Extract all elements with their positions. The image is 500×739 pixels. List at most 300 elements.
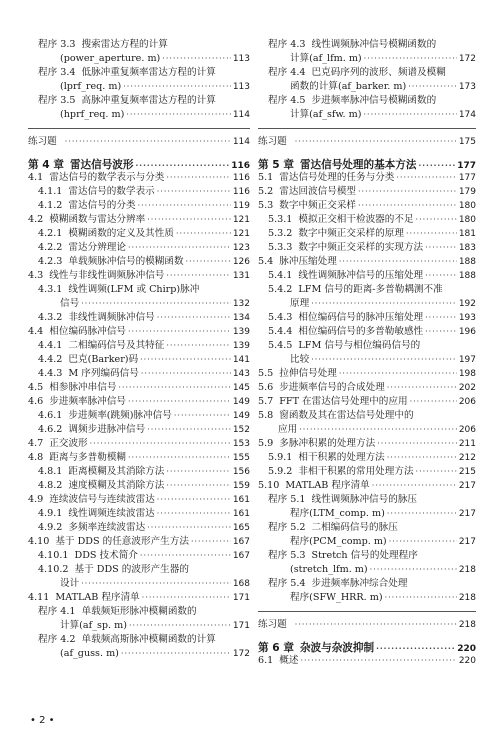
toc-entry-title: 相参脉冲串信号 — [49, 382, 117, 393]
toc-entry-title: 脉冲压缩处理 — [279, 256, 337, 267]
toc-entry-number: 4.4 — [28, 326, 44, 337]
toc-page-number: 141 — [232, 355, 250, 365]
toc-page-number: 202 — [458, 383, 476, 393]
toc-page-number: 134 — [232, 313, 250, 323]
toc-entry[interactable] — [28, 423, 250, 437]
toc-page-number: 218 — [458, 593, 476, 603]
toc-entry-number: 4.8.1 — [38, 466, 63, 477]
toc-entry-title: 数字中频正交采样的实现方法 — [298, 242, 424, 253]
dot-leader — [65, 135, 231, 149]
toc-entry-number: 4.1.2 — [38, 200, 63, 211]
toc-entry[interactable] — [28, 94, 250, 108]
toc-entry-title: 连续波信号与连续波雷达 — [49, 494, 155, 505]
toc-entry[interactable] — [258, 381, 476, 395]
toc-entry[interactable] — [28, 66, 250, 80]
toc-entry-title: 拉伸信号处理 — [279, 368, 337, 379]
dot-leader — [157, 507, 231, 521]
toc-page-number: 206 — [458, 397, 476, 407]
toc-entry-number: 第 6 章 — [258, 642, 294, 654]
toc-entry-title: 雷达分辨理论 — [68, 242, 126, 253]
toc-entry[interactable] — [28, 185, 250, 199]
toc-page-number: 121 — [232, 215, 250, 225]
toc-entry[interactable] — [258, 52, 476, 66]
toc-entry[interactable] — [28, 269, 250, 283]
toc-page-number: 212 — [458, 453, 476, 463]
toc-entry-number: 程序 5.4 — [268, 578, 306, 589]
toc-entry[interactable] — [28, 563, 250, 577]
toc-entry-title: 雷达信号的数学表示 — [68, 186, 155, 197]
toc-entry-title: 比较 — [290, 354, 310, 365]
toc-entry[interactable] — [258, 521, 476, 535]
toc-entry[interactable] — [28, 437, 250, 451]
toc-entry-number: 6.1 — [258, 655, 274, 666]
toc-entry[interactable] — [258, 311, 476, 325]
toc-page-number: 149 — [232, 411, 250, 421]
toc-entry-title: 雷达信号的数学表示与分类 — [49, 172, 165, 183]
toc-entry[interactable] — [28, 108, 250, 122]
toc-entry[interactable] — [258, 241, 476, 255]
toc-entry[interactable] — [258, 577, 476, 591]
toc-page-number: 143 — [232, 369, 250, 379]
dot-leader — [416, 465, 457, 479]
toc-entry[interactable] — [258, 171, 476, 185]
dot-leader — [162, 52, 231, 66]
toc-page-number: 177 — [458, 173, 476, 183]
toc-entry-number: 5.6 — [258, 382, 274, 393]
toc-left-column — [28, 38, 250, 661]
toc-page-number: 165 — [232, 523, 250, 533]
toc-entry[interactable] — [258, 451, 476, 465]
toc-entry[interactable] — [28, 381, 250, 395]
toc-entry[interactable] — [28, 521, 250, 535]
toc-entry[interactable] — [28, 311, 250, 325]
toc-entry[interactable] — [258, 199, 476, 213]
toc-page-number: 155 — [232, 453, 250, 463]
toc-entry-title: DDS 技术简介 — [74, 550, 138, 561]
section-divider — [258, 128, 476, 129]
toc-right-column — [258, 38, 476, 668]
toc-page-number: 211 — [458, 439, 476, 449]
toc-page-number: 192 — [458, 299, 476, 309]
dot-leader — [425, 269, 457, 283]
toc-entry-title: MATLAB 程序清单 — [285, 480, 370, 491]
toc-entry-title: 多频率连续波雷达 — [68, 522, 146, 533]
toc-entry-number: 5.8 — [258, 410, 274, 421]
toc-entry[interactable] — [28, 367, 250, 381]
toc-entry-title: 多脉冲积累的处理方法 — [279, 438, 376, 449]
toc-entry-title: M 序列编码信号 — [68, 368, 139, 379]
toc-entry-title: 模糊函数与雷达分辨率 — [49, 214, 146, 225]
dot-leader — [408, 80, 457, 94]
toc-entry-title: 调频步进脉冲信号 — [68, 424, 146, 435]
toc-entry[interactable] — [28, 255, 250, 269]
toc-entry-title: 模拟正交相干检波器的不足 — [298, 214, 414, 225]
toc-page-number: 206 — [458, 425, 476, 435]
toc-entry-number: 程序 5.2 — [268, 522, 306, 533]
dot-leader — [81, 577, 231, 591]
toc-entry[interactable] — [258, 479, 476, 493]
toc-entry-title: 步进频率脉冲综合处理 — [311, 578, 408, 589]
toc-page-number: 116 — [232, 187, 250, 197]
toc-entry[interactable] — [28, 633, 250, 647]
toc-page-number: 183 — [458, 243, 476, 253]
toc-entry[interactable] — [28, 213, 250, 227]
toc-entry-number: 练习题 — [28, 136, 57, 147]
toc-entry[interactable] — [28, 38, 250, 52]
toc-entry[interactable] — [258, 213, 476, 227]
dot-leader — [387, 451, 457, 465]
toc-entry-number: 5.3.1 — [268, 214, 293, 225]
toc-entry-title: 数字中频正交采样 — [279, 200, 357, 211]
toc-entry-number: 4.10.1 — [38, 550, 69, 561]
dot-leader — [166, 171, 230, 185]
toc-entry[interactable] — [28, 395, 250, 409]
toc-entry-title: 雷达信号处理的基本方法 — [299, 159, 417, 171]
toc-entry[interactable] — [258, 66, 476, 80]
section-divider — [28, 128, 250, 129]
toc-entry[interactable] — [258, 507, 476, 521]
toc-entry-title: 雷达信号处理的任务与分类 — [279, 172, 395, 183]
dot-leader — [121, 647, 231, 661]
toc-entry-title: 相位编码信号的多普勒敏感性 — [298, 326, 424, 337]
toc-page-number: 172 — [458, 54, 476, 64]
dot-leader — [389, 535, 457, 549]
toc-entry-title: LFM 信号的距离-多普勒耦测不准 — [298, 284, 443, 295]
toc-page-number: 180 — [458, 215, 476, 225]
toc-entry-title: 搜索雷达方程的计算 — [81, 39, 168, 50]
toc-entry-number: 4.2.3 — [38, 256, 63, 267]
toc-entry-title: 原理 — [290, 298, 310, 309]
toc-entry-title: 步进频率脉冲信号 — [49, 396, 127, 407]
toc-entry-title: 概述 — [279, 655, 299, 666]
toc-page-number: 215 — [458, 467, 476, 477]
toc-entry[interactable] — [258, 297, 476, 311]
toc-entry[interactable] — [258, 255, 476, 269]
toc-entry-title: 程序(PCM_comp. m) — [290, 536, 387, 547]
toc-entry[interactable] — [258, 395, 476, 409]
toc-entry[interactable] — [258, 80, 476, 94]
toc-entry-title: 二相编码信号及其特征 — [68, 340, 165, 351]
toc-entry-title: 低脉冲重复频率雷达方程的计算 — [81, 67, 216, 78]
toc-entry-number: 4.10.2 — [38, 564, 69, 575]
dot-leader — [295, 618, 457, 632]
dot-leader — [396, 171, 456, 185]
toc-page-number: 217 — [458, 509, 476, 519]
toc-entry[interactable] — [258, 437, 476, 451]
toc-page-number: 167 — [232, 551, 250, 561]
toc-entry-number: 4.4.1 — [38, 340, 63, 351]
toc-entry[interactable] — [258, 493, 476, 507]
toc-entry-title: LFM 信号与相位编码信号的 — [298, 340, 421, 351]
dot-leader — [157, 311, 231, 325]
toc-entry[interactable] — [258, 423, 476, 437]
toc-entry-title: 计算(af_sfw. m) — [290, 109, 362, 120]
toc-entry[interactable] — [28, 619, 250, 633]
toc-entry-title: 计算(af_lfm. m) — [290, 53, 362, 64]
toc-entry[interactable] — [28, 409, 250, 423]
toc-entry-title: 非相干积累的常用处理方法 — [298, 466, 414, 477]
dot-leader — [166, 339, 230, 353]
toc-entry-number: 4.6 — [28, 396, 44, 407]
dot-leader — [339, 367, 457, 381]
dot-leader — [140, 549, 231, 563]
toc-entry-title: 基于 DDS 的波形产生器的 — [74, 564, 189, 575]
toc-entry-title: 雷达信号的分类 — [68, 200, 136, 211]
toc-entry[interactable] — [28, 507, 250, 521]
toc-page-number: 174 — [458, 110, 476, 120]
toc-entry-number: 5.7 — [258, 396, 274, 407]
toc-entry[interactable] — [28, 591, 250, 605]
toc-page-number: 116 — [231, 161, 250, 171]
toc-page-number: 126 — [232, 257, 250, 267]
toc-entry-number: 5.3.2 — [268, 228, 293, 239]
toc-entry[interactable] — [258, 185, 476, 199]
toc-entry-number: 5.4.3 — [268, 312, 293, 323]
toc-entry[interactable] — [28, 493, 250, 507]
toc-page-number: 217 — [458, 537, 476, 547]
toc-entry-number: 4.2.2 — [38, 242, 63, 253]
toc-entry-number: 5.2 — [258, 186, 274, 197]
dot-leader — [157, 493, 231, 507]
toc-entry-title: 距离与多普勒模糊 — [49, 452, 127, 463]
toc-page-number: 167 — [232, 537, 250, 547]
dot-leader — [128, 325, 231, 339]
dot-leader — [147, 521, 231, 535]
toc-entry-title: 计算(af_sp. m) — [60, 620, 128, 631]
toc-page-number: 217 — [458, 481, 476, 491]
dot-leader — [147, 423, 231, 437]
toc-page-number: 220 — [458, 656, 476, 666]
toc-entry[interactable] — [28, 451, 250, 465]
toc-page-number: 123 — [232, 243, 250, 253]
toc-entry-number: 4.8 — [28, 452, 44, 463]
toc-entry-number: 5.3.3 — [268, 242, 293, 253]
toc-entry-title: (af_guss. m) — [60, 648, 119, 659]
toc-entry[interactable] — [28, 325, 250, 339]
dot-leader — [126, 108, 230, 122]
dot-leader — [123, 80, 231, 94]
toc-entry-number: 5.9.2 — [268, 466, 293, 477]
dot-leader — [425, 325, 457, 339]
toc-entry-title: 设计 — [60, 578, 80, 589]
dot-leader — [311, 353, 457, 367]
toc-entry[interactable] — [28, 171, 250, 185]
toc-entry-title: 雷达回波信号模型 — [279, 186, 357, 197]
dot-leader — [118, 381, 230, 395]
toc-entry-number: 程序 3.5 — [38, 95, 76, 106]
toc-entry-title: 速度模糊及其消除方法 — [68, 480, 165, 491]
dot-leader — [370, 563, 457, 577]
toc-chapter-entry[interactable] — [258, 640, 476, 654]
toc-entry-number: 4.4.2 — [38, 354, 63, 365]
toc-page-number: 121 — [232, 229, 250, 239]
toc-entry-title: 巴克(Barker)码 — [68, 354, 139, 365]
toc-entry[interactable] — [258, 108, 476, 122]
dot-leader — [425, 311, 457, 325]
toc-entry[interactable] — [258, 409, 476, 423]
toc-entry[interactable] — [28, 549, 250, 563]
toc-entry-title: 基于 DDS 的任意波形产生方法 — [55, 536, 189, 547]
toc-page-number: 152 — [232, 425, 250, 435]
toc-entry-title: (hprf_req. m) — [60, 109, 125, 120]
toc-entry[interactable] — [28, 647, 250, 661]
dot-leader — [138, 199, 231, 213]
toc-entry[interactable] — [258, 38, 476, 52]
toc-entry[interactable] — [28, 80, 250, 94]
dot-leader — [166, 479, 230, 493]
toc-entry-number: 4.1.1 — [38, 186, 63, 197]
toc-entry[interactable] — [258, 367, 476, 381]
toc-page-number: 193 — [458, 313, 476, 323]
dot-leader — [157, 185, 231, 199]
dot-leader — [299, 423, 457, 437]
toc-entry[interactable] — [258, 535, 476, 549]
toc-entry-number: 4.11 — [28, 592, 50, 603]
toc-entry-number: 程序 4.1 — [38, 606, 76, 617]
toc-entry-number: 4.3.2 — [38, 312, 63, 323]
toc-entry[interactable] — [28, 605, 250, 619]
toc-entry-number: 程序 3.4 — [38, 67, 76, 78]
toc-entry[interactable] — [258, 269, 476, 283]
dot-leader — [311, 297, 457, 311]
dot-leader — [128, 395, 231, 409]
toc-page-number: 198 — [458, 369, 476, 379]
dot-leader — [176, 227, 231, 241]
toc-page-number: 181 — [458, 229, 476, 239]
toc-entry[interactable] — [28, 353, 250, 367]
toc-page-number: 197 — [458, 355, 476, 365]
toc-entry-number: 第 5 章 — [258, 159, 294, 171]
toc-entry-title: 数字中频正交采样的原理 — [298, 228, 404, 239]
toc-entry-number: 5.5 — [258, 368, 274, 379]
dot-leader — [128, 451, 231, 465]
toc-entry-number: 4.9 — [28, 494, 44, 505]
toc-entry-title: 步进频率(跳频)脉冲信号 — [68, 410, 172, 421]
toc-page-number: 172 — [232, 649, 250, 659]
toc-entry-number: 5.4.2 — [268, 284, 293, 295]
toc-entry[interactable] — [28, 135, 250, 149]
toc-page-number: 188 — [458, 271, 476, 281]
toc-entry-number: 4.5 — [28, 382, 44, 393]
toc-entry-title: 单载频高斯脉冲模糊函数的计算 — [81, 634, 216, 645]
toc-entry-title: 窗函数及其在雷达信号处理中的 — [279, 410, 414, 421]
toc-page-number: 171 — [232, 621, 250, 631]
dot-leader — [147, 213, 231, 227]
dot-leader — [358, 199, 457, 213]
toc-entry-number: 4.8.2 — [38, 480, 63, 491]
toc-entry-number: 4.2.1 — [38, 228, 63, 239]
toc-entry-number: 4.10 — [28, 536, 50, 547]
toc-entry[interactable] — [28, 465, 250, 479]
section-divider — [258, 611, 476, 612]
dot-leader — [141, 367, 231, 381]
toc-entry-title: 雷达信号波形 — [69, 159, 134, 171]
dot-leader — [387, 507, 457, 521]
toc-entry[interactable] — [258, 135, 476, 149]
toc-entry[interactable] — [258, 283, 476, 297]
toc-chapter-entry[interactable] — [28, 157, 250, 171]
toc-entry[interactable] — [28, 199, 250, 213]
dot-leader — [387, 381, 457, 395]
toc-entry[interactable] — [258, 353, 476, 367]
toc-entry-title: 高脉冲重复频率雷达方程的计算 — [81, 95, 216, 106]
toc-entry[interactable] — [258, 94, 476, 108]
toc-entry-number: 练习题 — [258, 619, 287, 630]
dot-leader — [81, 297, 231, 311]
toc-entry[interactable] — [258, 591, 476, 605]
toc-page-number: 175 — [458, 137, 476, 147]
toc-entry-number: 5.1 — [258, 172, 274, 183]
toc-page-number: 168 — [232, 579, 250, 589]
toc-entry-number: 5.9.1 — [268, 452, 293, 463]
toc-entry-title: 线性与非线性调频脉冲信号 — [49, 270, 165, 281]
toc-entry-number: 程序 4.5 — [268, 95, 306, 106]
toc-entry-title: 模糊函数的定义及其性质 — [68, 228, 174, 239]
toc-entry[interactable] — [258, 549, 476, 563]
toc-entry[interactable] — [258, 339, 476, 353]
toc-entry[interactable] — [258, 618, 476, 632]
toc-page-number: 179 — [458, 187, 476, 197]
toc-entry-title: (stretch_lfm. m) — [290, 564, 368, 575]
toc-entry-title: MATLAB 程序清单 — [55, 592, 140, 603]
toc-entry[interactable] — [28, 297, 250, 311]
toc-page-number: 159 — [232, 481, 250, 491]
toc-entry-title: 单载频矩形脉冲模糊函数的 — [81, 606, 197, 617]
toc-entry-number: 程序 5.1 — [268, 494, 306, 505]
dot-leader — [129, 619, 231, 633]
toc-entry-number: 4.9.2 — [38, 522, 63, 533]
toc-page-number: 173 — [458, 82, 476, 92]
toc-entry[interactable] — [28, 283, 250, 297]
toc-entry[interactable] — [28, 479, 250, 493]
toc-page-number: 177 — [457, 161, 476, 171]
toc-entry[interactable] — [258, 563, 476, 577]
toc-entry-title: 线性调频(LFM 或 Chirp)脉冲 — [68, 284, 200, 295]
toc-entry[interactable] — [258, 227, 476, 241]
toc-entry-number: 5.4.1 — [268, 270, 293, 281]
toc-entry-number: 5.4.4 — [268, 326, 293, 337]
dot-leader — [90, 437, 231, 451]
toc-entry-title: 信号 — [60, 298, 80, 309]
dot-leader — [358, 185, 457, 199]
toc-entry-number: 4.2 — [28, 214, 44, 225]
toc-entry[interactable] — [28, 241, 250, 255]
toc-entry[interactable] — [28, 339, 250, 353]
toc-entry[interactable] — [28, 577, 250, 591]
toc-entry[interactable] — [258, 654, 476, 668]
toc-page-number: 114 — [232, 137, 250, 147]
toc-chapter-entry[interactable] — [258, 157, 476, 171]
toc-entry[interactable] — [258, 465, 476, 479]
toc-entry-title: 二相编码信号的脉压 — [311, 522, 398, 533]
toc-entry[interactable] — [28, 227, 250, 241]
toc-entry-title: 步进频率信号的合成处理 — [279, 382, 385, 393]
dot-leader — [364, 52, 457, 66]
toc-entry[interactable] — [258, 325, 476, 339]
dot-leader — [295, 135, 457, 149]
toc-entry-number: 4.6.2 — [38, 424, 63, 435]
dot-leader — [142, 591, 231, 605]
toc-entry[interactable] — [28, 535, 250, 549]
toc-page-number: 114 — [232, 110, 250, 120]
toc-entry[interactable] — [28, 52, 250, 66]
toc-entry-title: (power_aperture. m) — [60, 53, 161, 64]
dot-leader — [377, 437, 457, 451]
toc-entry-number: 5.9 — [258, 438, 274, 449]
dot-leader — [191, 535, 231, 549]
toc-entry-title: 巴克码序列的波形、频谱及模糊 — [311, 67, 446, 78]
toc-entry-title: 相位编码信号的脉冲压缩处理 — [298, 312, 424, 323]
